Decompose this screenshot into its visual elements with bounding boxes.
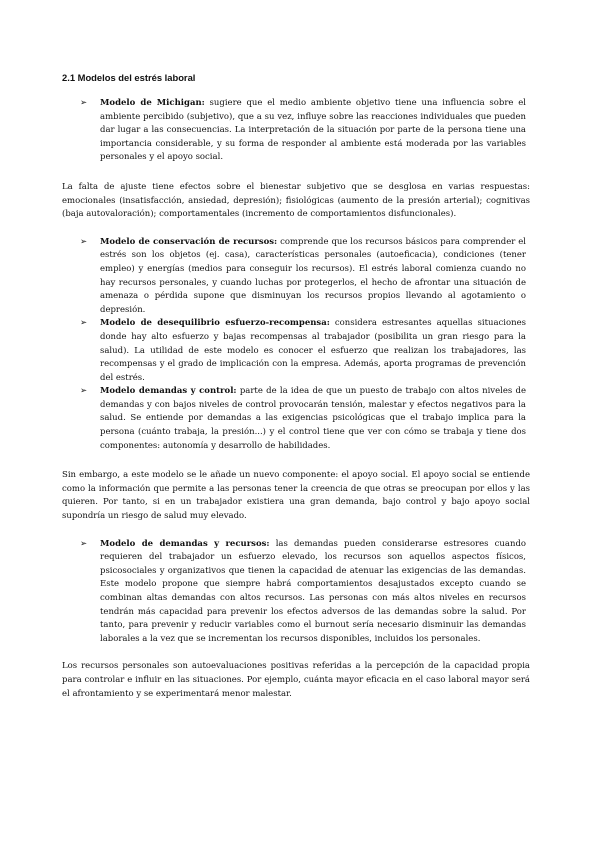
bullet-list-2 <box>74 236 526 454</box>
item-term: Modelo de Michigan: <box>100 98 205 108</box>
arrow-bullet-icon: ➢ <box>80 236 88 247</box>
bullet-list-1 <box>74 97 526 165</box>
item-term: Modelo de desequilibrio esfuerzo-recompensa: <box>100 318 330 329</box>
arrow-bullet-icon: ➢ <box>80 538 88 549</box>
item-text: considera estresantes aquellas situaciones donde hay alto esfuerzo y bajas recompensas al trabajador (posibilita un gran riesgo para la salud). La utilidad de este modelo es conocer el esfuerzo que realizan los trabajadores, las recompensas y el grado de implicación con la empresa. Además, aporta programas de prevención del estrés. <box>100 318 526 383</box>
item-text: comprende que los recursos básicos para comprender el estrés son los objetos (ej. casa), características personales (autoeficacia), condiciones (tener empleo) y energías (medios para conseguir los recursos). El estrés laboral comienza cuando no hay recursos personales, y cuando luchas por protegerlos, el hecho de afrontar una situación de amenaza o pérdida supone que disminuyan los recursos propios llevando al agotamiento o depresión. <box>100 236 526 315</box>
list-item <box>74 317 526 385</box>
model-michigan <box>100 97 526 165</box>
item-text: sugiere que el medio ambiente objetivo tiene una influencia sobre el ambiente percibido (subjetivo), que a su vez, influye sobre las reacciones individuales que pueden dar lugar a las consecuencias. La interpretación de la situación por parte de la persona tiene una importancia considerable, y su forma de responder al ambiente está moderada por las variables personales y el apoyo social. <box>100 98 526 163</box>
item-term: Modelo de conservación de recursos: <box>100 236 278 247</box>
item-term: Modelo de demandas y recursos: <box>100 538 270 549</box>
arrow-bullet-icon: ➢ <box>80 98 88 108</box>
list-item <box>74 236 526 318</box>
item-text: las demandas pueden considerarse estresores cuando requieren del trabajador un esfuerzo elevado, los recursos son aquellos aspectos físicos, psicosociales y organizativos que tienen la capacidad de atenuar las exigencias de las demandas. Este modelo propone que siempre habrá comportamientos desajustados excepto cuando se combinan altas demandas con altos recursos. Las personas con más altos niveles en recursos tendrán más capacidad para prevenir los efectos adversos de las demandas sobre la salud. Por tanto, para prevenir y reducir variables como el burnout sería necesario disminuir las demandas laborales a la vez que se incrementan los recursos disponibles, incluidos los personales. <box>100 538 527 644</box>
paragraph-recursos-personales: Los recursos personales son autoevaluaciones positivas referidas a la percepción de la capacidad propia para controlar e influir en las situaciones. Por ejemplo, cuánta mayor eficacia en el caso laboral mayor será el afrontamiento y se experimentará menor malestar. <box>62 661 530 699</box>
list-item <box>74 538 526 647</box>
paragraph-apoyo-social: Sin embargo, a este modelo se le añade un nuevo componente: el apoyo social. El apoyo social se entiende como la información que permite a las personas tener la creencia de que otras se preocupan por ellos y las quieren. Por tanto, si en un trabajador existiera una gran demanda, bajo control y bajo apoyo social supondría un riesgo de salud muy elevado. <box>62 470 530 522</box>
bullet-list-3 <box>74 538 526 647</box>
list-item <box>74 97 526 165</box>
arrow-bullet-icon: ➢ <box>80 386 88 397</box>
paragraph-efectos: La falta de ajuste tiene efectos sobre el bienestar subjetivo que se desglosa en varias respuestas: emocionales (insatisfacción, ansiedad, depresión); fisiológicas (aumento de la presión arterial); cognitivas (baja autovaloración); comportamentales (incremento de comportamientos disfuncionales). <box>62 181 530 220</box>
model-demandas-control <box>100 385 526 453</box>
model-demandas-recursos <box>100 538 526 647</box>
model-esfuerzo-recompensa <box>100 317 526 385</box>
arrow-bullet-icon: ➢ <box>80 318 88 329</box>
item-text: parte de la idea de que un puesto de trabajo con altos niveles de demandas y con bajos niveles de control provocarán tensión, malestar y efectos negativos para la salud. Se entiende por demandas a las exigencias psicológicas que el trabajo implica para la persona (cuánto trabaja, la presión...) y el control tiene que ver con cómo se trabaja y tiene dos componentes: autonomía y desarrollo de habilidades. <box>100 386 526 451</box>
item-term: Modelo demandas y control: <box>100 386 237 397</box>
list-item <box>74 385 526 453</box>
section-heading: 2.1 Modelos del estrés laboral <box>62 72 196 83</box>
model-conservacion-recursos <box>100 236 526 318</box>
